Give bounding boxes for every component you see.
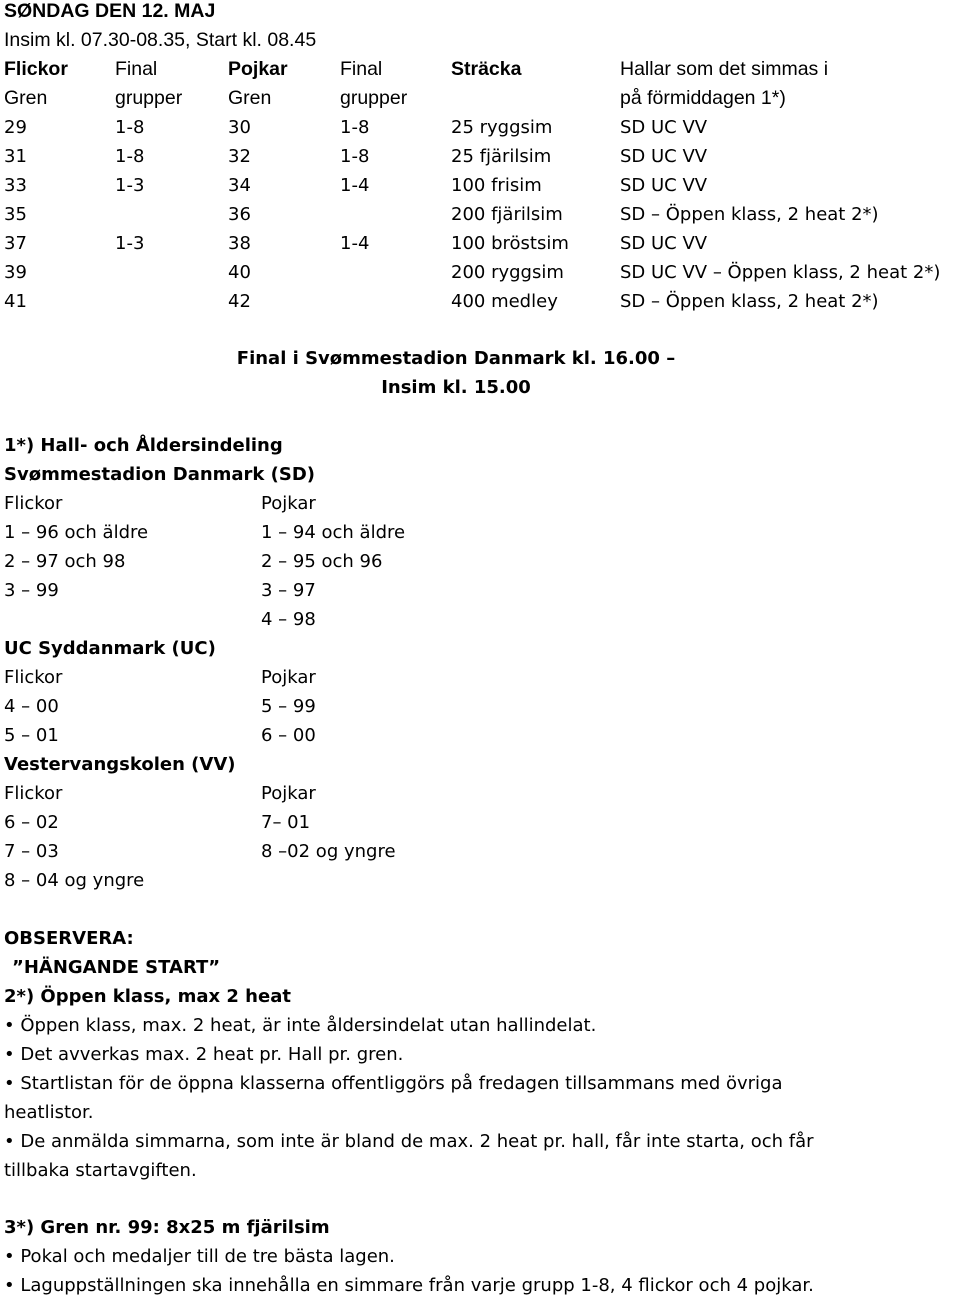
table-cell: 1-4 (340, 175, 370, 196)
table-row (4, 229, 954, 258)
note2-title: 2*) Öppen klass, max 2 heat (4, 986, 291, 1007)
table-cell: 1-3 (115, 233, 145, 254)
col-flickor: Flickor (4, 667, 63, 688)
table-cell: 31 (4, 146, 27, 167)
note3-bullet: • Pokal och medaljer till de tre bästa lagen. (4, 1246, 395, 1267)
hangande-start: ”HÄNGANDE START” (12, 957, 221, 978)
note2-bullet: • Startlistan för de öppna klasserna offentliggörs på fredagen tillsammans med övriga (4, 1073, 783, 1094)
table-cell: 30 (228, 117, 251, 138)
note2-bullet: • De anmälda simmarna, som inte är bland de max. 2 heat pr. hall, får inte starta, och får (4, 1131, 814, 1152)
table-cell: 25 fjärilsim (451, 146, 552, 167)
girls-group: 6 – 02 (4, 812, 59, 833)
table-cell: 25 ryggsim (451, 117, 553, 138)
table-row (4, 200, 954, 229)
table-cell: 100 bröstsim (451, 233, 569, 254)
table-cell: SD UC VV – Öppen klass, 2 heat 2*) (620, 262, 941, 283)
table-cell: 1-8 (340, 146, 370, 167)
hall-name-sd: Svømmestadion Danmark (SD) (4, 464, 316, 485)
col-pojkar: Pojkar (261, 493, 316, 514)
hall-sd-headers (4, 489, 504, 518)
insim-start-times: Insim kl. 07.30-08.35, Start kl. 08.45 (4, 29, 317, 51)
girls-group: 2 – 97 och 98 (4, 551, 126, 572)
col-flickor: Flickor (4, 783, 63, 804)
table-cell: 42 (228, 291, 251, 312)
list-item (4, 808, 504, 837)
col-flickor-header: Flickor (4, 58, 68, 80)
boys-group: 5 – 99 (261, 696, 316, 717)
hall-vv-headers (4, 779, 504, 808)
table-row (4, 142, 954, 171)
table-cell: 32 (228, 146, 251, 167)
table-row (4, 258, 954, 287)
col-pojkar: Pojkar (261, 667, 316, 688)
boys-group: 8 –02 og yngre (261, 841, 396, 862)
day-heading: SØNDAG DEN 12. MAJ (4, 0, 216, 22)
col-pojkar: Pojkar (261, 783, 316, 804)
note2-bullet: • Öppen klass, max. 2 heat, är inte åldersindelat utan hallindelat. (4, 1015, 597, 1036)
col-stracka-header: Sträcka (451, 58, 522, 80)
boys-group: 4 – 98 (261, 609, 316, 630)
col-grupper-header-2: grupper (340, 87, 408, 109)
table-row (4, 113, 954, 142)
note3-title: 3*) Gren nr. 99: 8x25 m fjärilsim (4, 1217, 330, 1238)
table-cell: 1-4 (340, 233, 370, 254)
col-grupper-header: grupper (115, 87, 183, 109)
list-item (4, 866, 504, 895)
girls-group: 7 – 03 (4, 841, 59, 862)
list-item (4, 837, 504, 866)
list-item (4, 547, 504, 576)
schedule-header-row-2 (4, 84, 954, 113)
table-cell: SD UC VV (620, 146, 708, 167)
table-cell: 200 ryggsim (451, 262, 564, 283)
girls-group: 1 – 96 och äldre (4, 522, 149, 543)
col-gren-header: Gren (4, 87, 48, 109)
boys-group: 7– 01 (261, 812, 311, 833)
girls-group: 4 – 00 (4, 696, 59, 717)
table-cell: 39 (4, 262, 27, 283)
table-cell: SD UC VV (620, 175, 708, 196)
girls-group: 8 – 04 og yngre (4, 870, 145, 891)
note1-title: 1*) Hall- och Åldersindeling (4, 435, 283, 456)
list-item (4, 518, 504, 547)
col-final-header: Final (115, 58, 158, 80)
col-hallar-header: Hallar som det simmas i (620, 58, 829, 80)
table-cell: 100 frisim (451, 175, 542, 196)
list-item (4, 605, 504, 634)
girls-group: 5 – 01 (4, 725, 59, 746)
table-cell: 1-3 (115, 175, 145, 196)
note2-bullet-cont: tillbaka startavgiften. (4, 1160, 197, 1181)
col-pojkar-header: Pojkar (228, 58, 288, 80)
table-cell: 36 (228, 204, 251, 225)
observera-heading: OBSERVERA: (4, 928, 134, 949)
list-item (4, 692, 504, 721)
hall-uc-headers (4, 663, 504, 692)
hall-name-uc: UC Syddanmark (UC) (4, 638, 216, 659)
list-item (4, 576, 504, 605)
final-insim-time: Insim kl. 15.00 (381, 377, 531, 398)
girls-group: 3 – 99 (4, 580, 59, 601)
boys-group: 1 – 94 och äldre (261, 522, 406, 543)
col-final-header-2: Final (340, 58, 383, 80)
table-cell: 1-8 (115, 146, 145, 167)
table-cell: 38 (228, 233, 251, 254)
note2-bullet: • Det avverkas max. 2 heat pr. Hall pr. gren. (4, 1044, 404, 1065)
boys-group: 3 – 97 (261, 580, 316, 601)
table-cell: 400 medley (451, 291, 558, 312)
col-gren-header-2: Gren (228, 87, 272, 109)
boys-group: 2 – 95 och 96 (261, 551, 383, 572)
table-cell: 1-8 (340, 117, 370, 138)
table-cell: 35 (4, 204, 27, 225)
table-row (4, 171, 954, 200)
schedule-header-row-1 (4, 55, 954, 84)
note2-bullet-cont: heatlistor. (4, 1102, 94, 1123)
table-cell: SD UC VV (620, 233, 708, 254)
table-cell: 33 (4, 175, 27, 196)
table-cell: 29 (4, 117, 27, 138)
table-cell: 34 (228, 175, 251, 196)
table-cell: 41 (4, 291, 27, 312)
table-cell: 200 fjärilsim (451, 204, 563, 225)
note3-bullet: • Laguppställningen ska innehålla en simmare från varje grupp 1-8, 4 flickor och 4 pojkar. (4, 1275, 814, 1296)
table-cell: 37 (4, 233, 27, 254)
final-heading: Final i Svømmestadion Danmark kl. 16.00 – (236, 348, 676, 369)
col-formiddagen-header: på förmiddagen 1*) (620, 87, 786, 109)
table-row (4, 287, 954, 316)
table-cell: 40 (228, 262, 251, 283)
boys-group: 6 – 00 (261, 725, 316, 746)
table-cell: SD UC VV (620, 117, 708, 138)
list-item (4, 721, 504, 750)
hall-name-vv: Vestervangskolen (VV) (4, 754, 236, 775)
table-cell: 1-8 (115, 117, 145, 138)
table-cell: SD – Öppen klass, 2 heat 2*) (620, 291, 879, 312)
table-cell: SD – Öppen klass, 2 heat 2*) (620, 204, 879, 225)
col-flickor: Flickor (4, 493, 63, 514)
